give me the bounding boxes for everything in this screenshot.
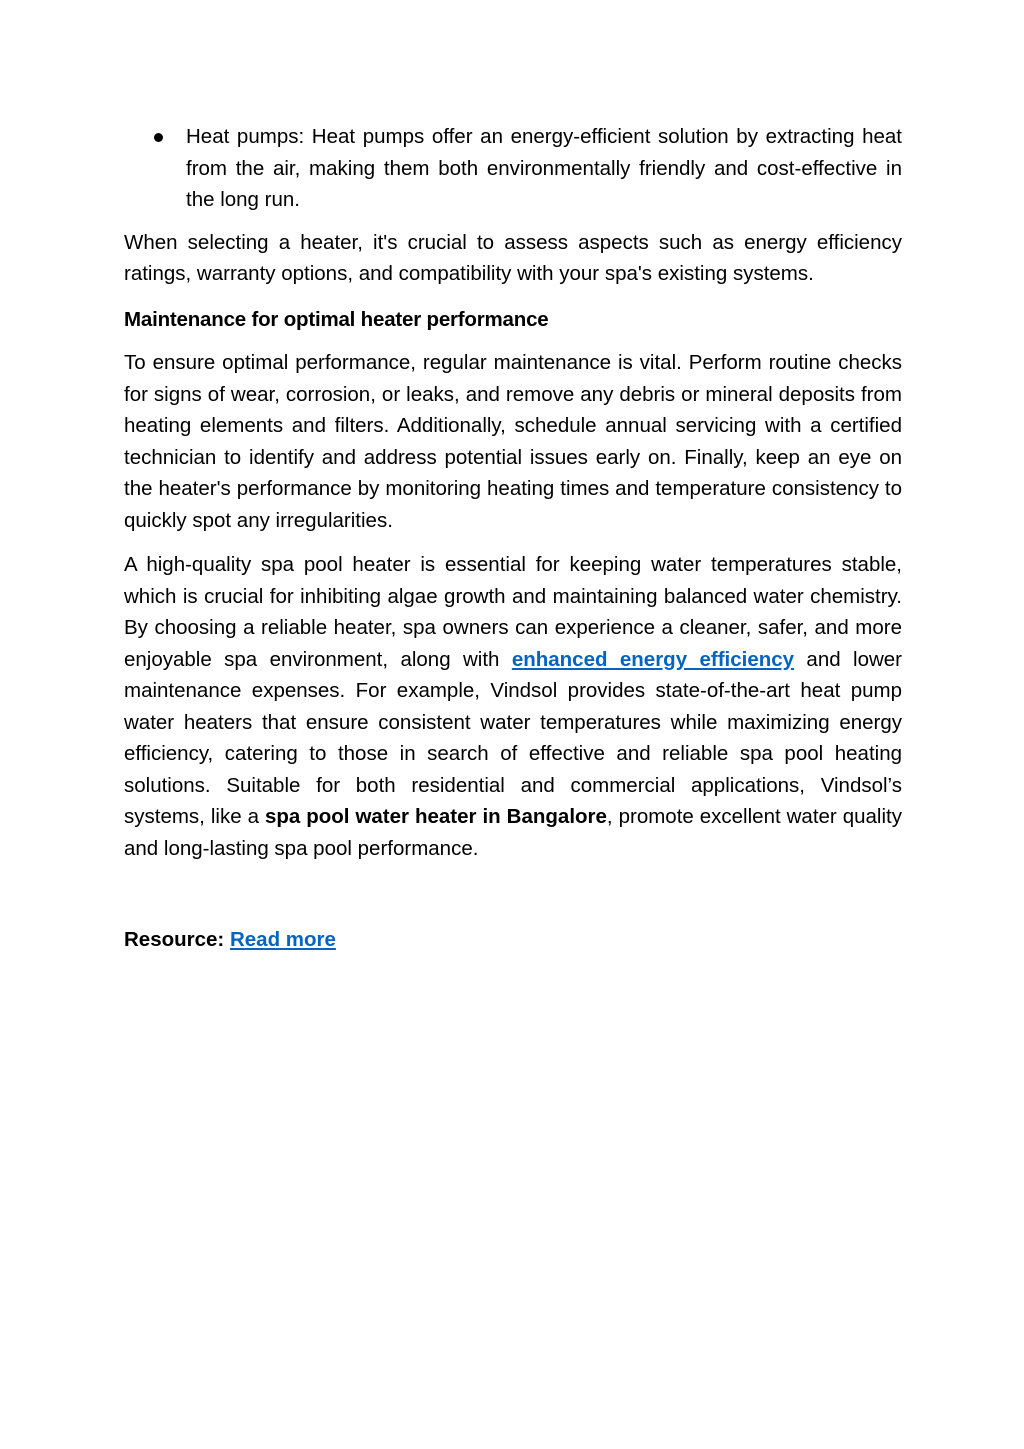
paragraph-text-part-3: , promote excellent water quality and long-lasting spa pool performance.: [124, 805, 902, 860]
resource-label: Resource:: [124, 928, 230, 951]
paragraph-maintenance: To ensure optimal performance, regular maintenance is vital. Perform routine checks for signs of wear, corrosion, or leaks, and remove any debris or mineral deposits from heating elements and filters. Additionally, schedule annual servicing with a certified technician to identify and address potential issues early on. Finally, keep an eye on the heater's performance by monitoring heating times and temperature consistency to quickly spot any irregularities.: [124, 351, 902, 532]
paragraph-spa-heater: [124, 549, 902, 864]
bullet-list: [124, 121, 902, 216]
bold-keyword: spa pool water heater in Bangalore: [264, 805, 607, 828]
bullet-text: Heat pumps: Heat pumps offer an energy-efficient solution by extracting heat from the air, making them both environmentally friendly and cost-effective in the long run.: [186, 125, 902, 211]
bullet-item-heat-pumps: [124, 121, 902, 216]
bullet-icon: [154, 133, 163, 142]
paragraph-heater-selection: When selecting a heater, it's crucial to assess aspects such as energy efficiency ratings, warranty options, and compatibility with your spa's existing systems.: [124, 230, 902, 285]
read-more-link[interactable]: Read more: [229, 928, 336, 951]
enhanced-energy-efficiency-link[interactable]: enhanced energy efficiency: [511, 647, 795, 671]
paragraph-text-part-1: A high-quality spa pool heater is essential for keeping water temperatures stable, which is crucial for inhibiting algae growth and maintaining balanced water chemistry. By choosing a reliable heater, spa owners can experience a cleaner, safer, and more enjoyable spa environment, along with: [124, 553, 902, 671]
resource-line: [124, 924, 902, 956]
section-heading: Maintenance for optimal heater performance: [124, 307, 549, 331]
paragraph-text-part-2: and lower maintenance expenses. For example, Vindsol provides state-of-the-art heat pump water heaters that ensure consistent water temperatures while maximizing energy efficiency, catering to those in search of effective and reliable spa pool heating solutions. Suitable for both residential and commercial applications, Vindsol’s systems, like a: [124, 647, 902, 828]
document-body: [124, 121, 902, 956]
